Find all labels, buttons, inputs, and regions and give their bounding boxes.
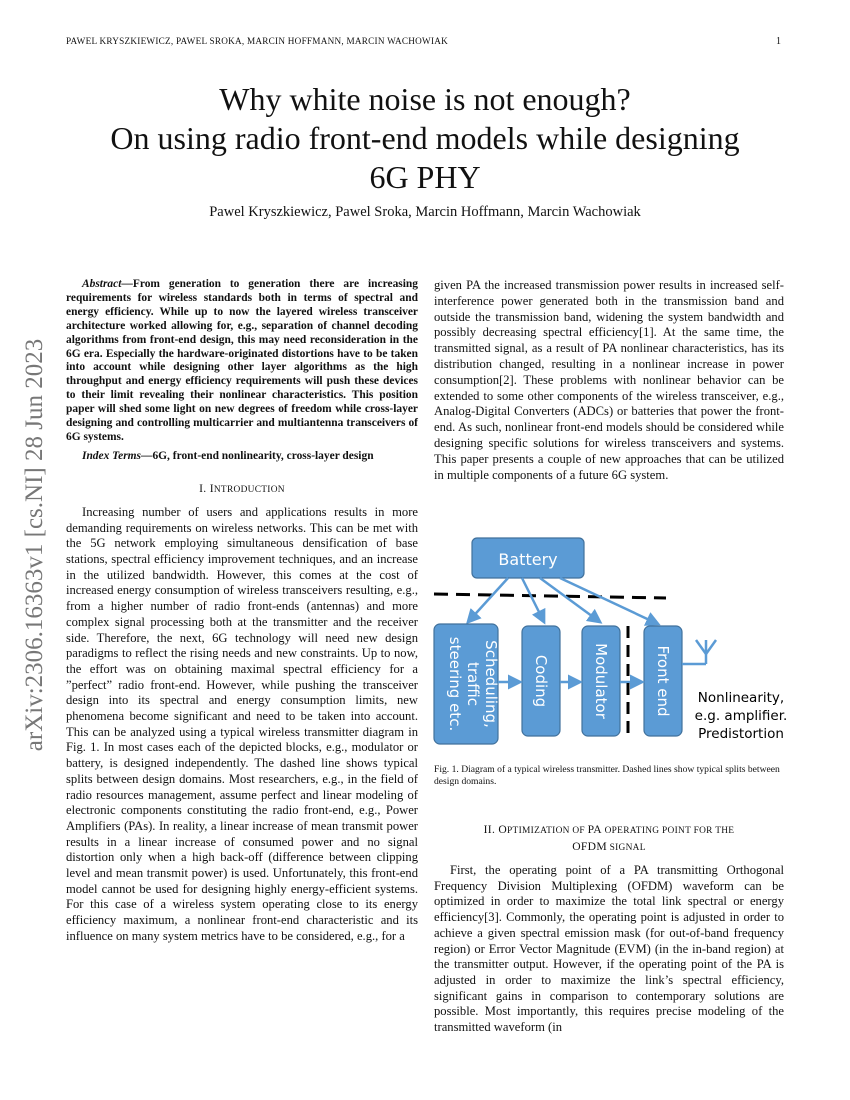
left-column (66, 278, 418, 945)
arrow-battery-scheduling (468, 578, 508, 622)
title-line-3: 6G PHY (369, 159, 481, 195)
author-list: Pawel Kryszkiewicz, Pawel Sroka, Marcin Hoffmann, Marcin Wachowiak (209, 204, 641, 220)
coding-label: Coding (532, 654, 550, 708)
scheduling-label-3: steering etc. (446, 636, 464, 732)
arrow-battery-coding (522, 578, 544, 622)
scheduling-label-1: Scheduling, (482, 640, 500, 728)
arxiv-stamp (15, 300, 55, 790)
section-1-paragraph: Increasing number of users and applications results in more demanding requirements on wireless networks. This can be met with the 5G network employing simultaneous densification of base stations, spectral efficiency improvement techniques, and an increase in the utilized bandwidth. However, this comes at the cost of increased energy consumption of wireless transceivers resulting, e.g., from a higher number of radio front-ends (antennas) and more complex signal processing both at the transmitter and the receiver side. Therefore, the next, 6G technology will need new design paradigms to reflect the rising needs and new constraints. Up to now, the effort was on obtaining maximal spectral efficiency for a ”perfect” radio front-end. However, while pushing the transceiver design into its spectral and energy consumption limits, new phenomena become significant and need to be taken into account. This can be analyzed using a typical wireless transmitter diagram in Fig. 1. In most cases each of the depicted blocks, e.g., modulator or battery, is designed independently. The dashed line shows typical splits between design domains. Most researchers, e.g., in the field of radio resources management, assume perfect and linear modeling of electronic components constituting the radio front-end, e.g., Power Amplifiers (PAs). In reality, a linear increase of mean transmit power results in a linear increase of consumed power and no signal distortion only when a high back-off (difference between clipping level and mean transmit power) is used. Unfortunately, this front-end model cannot be used for designing highly energy-efficient systems. For this case of a wireless system operating close to its energy efficiency maximum, a nonlinear front-end characteristic and its influence on many system metrics have to be considered, e.g., for a (66, 504, 418, 943)
title-line-2: On using radio front-end models while designing (110, 120, 740, 156)
index-terms-label: Index Terms (82, 449, 141, 462)
page-number: 1 (776, 36, 781, 47)
annotation-line-2: e.g. amplifier. (694, 708, 788, 724)
paper-title (40, 80, 810, 197)
design-split-horizontal (434, 594, 666, 598)
scheduling-label-2: traffic (464, 662, 482, 706)
modulator-label: Modulator (592, 643, 610, 719)
running-header: PAWEL KRYSZKIEWICZ, PAWEL SROKA, MARCIN HOFFMANN, MARCIN WACHOWIAK (66, 36, 449, 46)
title-line-1: Why white noise is not enough? (219, 81, 631, 117)
right-column (434, 278, 784, 483)
abstract-text: —From generation to generation there are increasing requirements for wireless standards both in terms of spectral and energy efficiency. While up to now the layered wireless transceiver architecture worked allowing for, e.g., separation of channel decoding algorithms from front-end design, this may need reconsideration in the 6G era. Especially the hardware-originated distortions have to be taken into account while designing other layer algorithms as the high throughput and energy efficiency requirements will push these devices to their limit revealing their nonlinear characteristics. This position paper will shed some light on new degrees of freedom while cross-layer designing and controlling multicarrier and multiantenna transceivers of 6G systems. (66, 278, 418, 443)
abstract-label: Abstract (82, 278, 122, 290)
frontend-label: Front end (654, 645, 672, 717)
arrow-battery-frontend (560, 578, 658, 624)
battery-label: Battery (498, 550, 558, 569)
section-1-heading: I. INTRODUCTION (199, 481, 285, 495)
antenna-icon (682, 640, 716, 664)
figure-1-diagram (430, 536, 790, 754)
arrow-battery-modulator (540, 578, 600, 622)
abstract (66, 278, 418, 445)
figure-1-caption: Fig. 1. Diagram of a typical wireless transmitter. Dashed lines show typical splits between design domains. (434, 764, 780, 787)
index-terms-text: —6G, front-end nonlinearity, cross-layer design (141, 449, 374, 462)
index-terms (66, 449, 418, 463)
right-column-paragraph: given PA the increased transmission power results in increased self-interference power generated both in the transmission band and outside the transmission band, widening the system bandwidth and possibly decreasing spectral efficiency[1]. At the same time, the transmitted signal, as a result of PA nonlinear characteristics, has its distribution changed, resulting in a nonlinear increase in power consumption[2]. These problems with nonlinear behavior can be extended to some other components of the wireless transceiver, e.g., Analog-Digital Converters (ADCs) or batteries that power the front-end. As such, nonlinear front-end models should be considered while designing specific solutions for wireless transceivers and systems. This paper presents a couple of new approaches that can be utilized in multiple components of a future 6G system. (434, 278, 784, 482)
section-2-heading: II. OPTIMIZATION OF PA OPERATING POINT FOR THE OFDM SIGNAL (483, 823, 735, 853)
annotation-line-3: Predistortion (698, 726, 784, 742)
annotation-line-1: Nonlinearity, (697, 690, 785, 706)
section-2-paragraph: First, the operating point of a PA transmitting Orthogonal Frequency Division Multiplexing (OFDM) waveform can be optimized in order to maximize the total link spectral or energy efficiency[3]. Commonly, the operating point is adjusted in order to achieve a given spectral emission mask (for out-of-band frequency region) or Error Vector Magnitude (EVM) (in the in-band region) at the transmitter output. However, if the operating point of the PA is adjusted in order to maximize the link’s spectral efficiency, significant gains in comparison to contemporary solutions are possible. Most importantly, this requires precise modeling of the transmitted waveform (in (434, 863, 784, 1035)
section-2 (434, 822, 784, 1036)
arxiv-stamp-text: arXiv:2306.16363v1 [cs.NI] 28 Jun 2023 (21, 338, 48, 752)
